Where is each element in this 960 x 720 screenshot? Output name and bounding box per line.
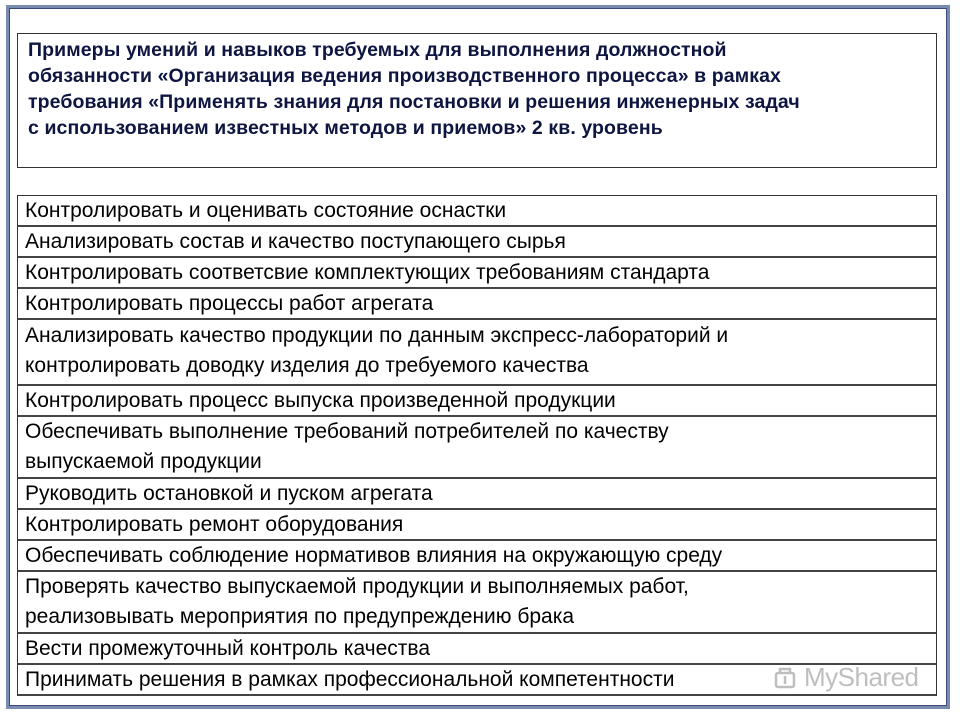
skill-item [18,510,936,541]
skill-item [18,196,936,227]
skill-item-text: реализовывать мероприятия по предупреждению брака [25,605,575,628]
skill-item [18,417,936,479]
title-box [17,33,937,168]
skill-item-text: Проверять качество выпускаемой продукции и выполняемых работ, [25,575,689,598]
skill-item-text: Анализировать состав и качество поступающего сырья [25,230,566,253]
skill-item [18,541,936,572]
skill-item-text: контролировать доводку изделия до требуемого качества [25,354,589,377]
skill-item [18,479,936,510]
skill-item-text: Контролировать процесс выпуска произведенной продукции [25,389,616,412]
skill-item [18,289,936,320]
skill-item-text: Руководить остановкой и пуском агрегата [25,482,433,505]
title-line: обязанности «Организация ведения производственного процесса» в рамках [28,65,782,87]
watermark-text: MyShared [804,661,919,692]
watermark [772,660,932,694]
skill-item-text: Принимать решения в рамках профессиональной компетентности [25,668,675,691]
skill-item-text: Контролировать ремонт оборудования [25,513,404,536]
title-line: Примеры умений и навыков требуемых для выполнения должностной [28,39,727,61]
skill-item [18,258,936,289]
skill-item [18,572,936,634]
skill-item-text: Контролировать и оценивать состояние оснастки [25,199,507,222]
skill-item-text: Вести промежуточный контроль качества [25,637,431,660]
skill-item-text: Анализировать качество продукции по данным экспресс-лабораторий и [25,324,729,347]
skill-item-text: Контролировать процессы работ агрегата [25,292,434,315]
title-line: требования «Применять знания для постановки и решения инженерных задач [28,91,800,113]
skills-list [17,195,937,696]
skill-item-text: Контролировать соответсвие комплектующих требованиям стандарта [25,261,710,284]
myshared-logo-icon [772,664,798,690]
slide-title [28,37,936,141]
skill-item-text: выпускаемой продукции [25,450,262,473]
skill-item-text: Обеспечивать выполнение требований потребителей по качеству [25,420,669,443]
skill-item-text: Обеспечивать соблюдение нормативов влияния на окружающую среду [25,544,723,567]
skill-item [18,386,936,417]
title-line: с использованием известных методов и приемов» 2 кв. уровень [28,117,663,139]
skill-item [18,227,936,258]
skill-item [18,320,936,386]
